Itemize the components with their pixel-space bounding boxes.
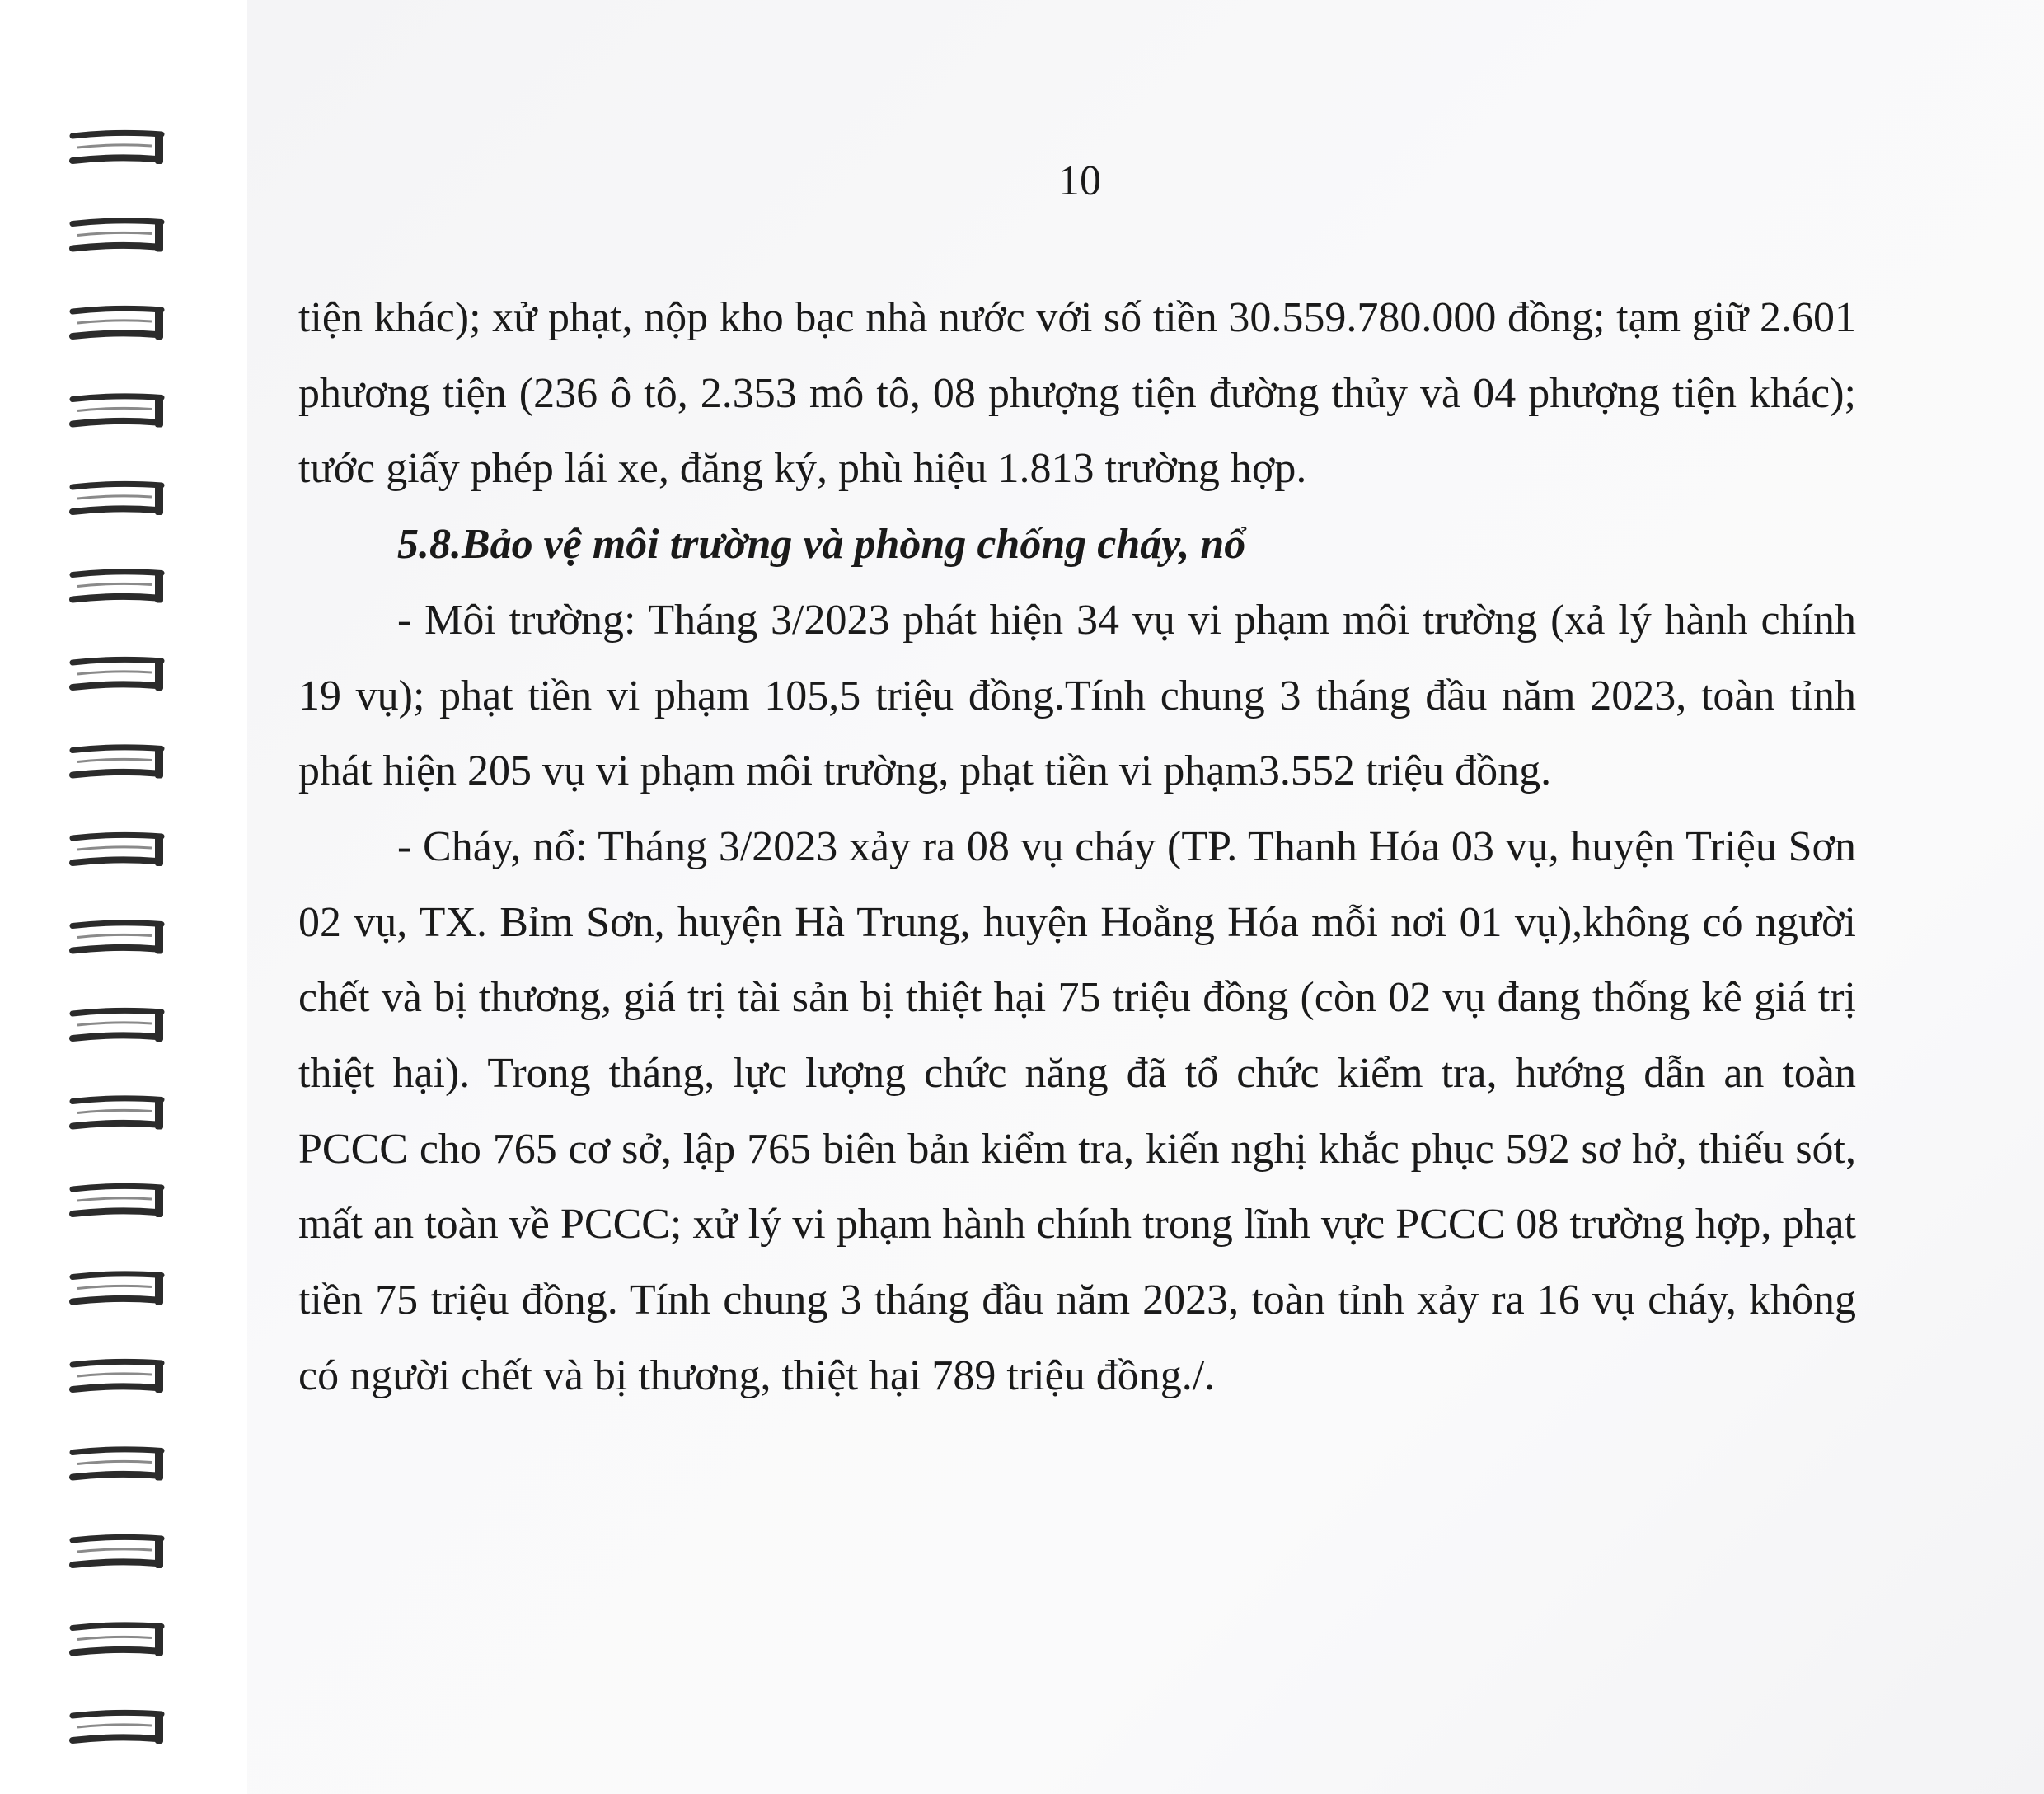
spiral-ring-icon: [73, 659, 163, 691]
spiral-ring-icon: [73, 1361, 163, 1393]
spiral-ring-icon: [73, 1186, 163, 1217]
page-number: 10: [1058, 157, 1101, 204]
spiral-ring-icon: [73, 1450, 163, 1481]
spiral-ring-icon: [73, 1712, 163, 1744]
spiral-ring-icon: [73, 747, 163, 779]
spiral-ring-icon: [73, 221, 163, 252]
section-heading: 5.8.Bảo vệ môi trường và phòng chống cháy, nổ: [397, 521, 1246, 569]
spiral-ring-icon: [73, 308, 163, 340]
spiral-binding: [0, 0, 247, 1794]
spiral-ring-icon: [73, 484, 163, 515]
paragraph-environment: - Môi trường: Tháng 3/2023 phát hiện 34 vụ vi phạm môi trường (xả lý hành chính 19 vụ); phạt tiền vi phạm 105,5 triệu đồng.Tính chung 3 tháng đầu năm 2023, toàn tỉnh phát hiện 205 vụ vi phạm môi trường, phạt tiền vi phạm3.552 triệu đồng.: [298, 596, 1856, 795]
spiral-ring-icon: [73, 1274, 163, 1305]
spiral-ring-icon: [73, 1625, 163, 1656]
spiral-ring-icon: [73, 133, 163, 164]
spiral-ring-icon: [73, 1537, 163, 1568]
spiral-ring-icon: [73, 396, 163, 428]
spiral-ring-icon: [73, 1010, 163, 1042]
spiral-ring-icon: [73, 572, 163, 603]
spiral-ring-icon: [73, 923, 163, 954]
spiral-ring-icon: [73, 835, 163, 866]
document-body: [298, 280, 1856, 1414]
spiral-rings: [0, 0, 247, 1794]
spiral-ring-icon: [73, 1098, 163, 1130]
paragraph-fire: - Cháy, nổ: Tháng 3/2023 xảy ra 08 vụ cháy (TP. Thanh Hóa 03 vụ, huyện Triệu Sơn 02 vụ, TX. Bỉm Sơn, huyện Hà Trung, huyện Hoằng Hóa mỗi nơi 01 vụ),không có người chết và bị thương, giá trị tài sản bị thiệt hại 75 triệu đồng (còn 02 vụ đang thống kê giá trị thiệt hại). Trong tháng, lực lượng chức năng đã tổ chức kiểm tra, hướng dẫn an toàn PCCC cho 765 cơ sở, lập 765 biên bản kiểm tra, kiến nghị khắc phục 592 sơ hở, thiếu sót, mất an toàn về PCCC; xử lý vi phạm hành chính trong lĩnh vực PCCC 08 trường hợp, phạt tiền 75 triệu đồng. Tính chung 3 tháng đầu năm 2023, toàn tỉnh xảy ra 16 vụ cháy, không có người chết và bị thương, thiệt hại 789 triệu đồng./.: [298, 822, 1856, 1399]
paragraph-vehicles: tiện khác); xử phạt, nộp kho bạc nhà nước với số tiền 30.559.780.000 đồng; tạm giữ 2.601 phương tiện (236 ô tô, 2.353 mô tô, 08 phượng tiện đường thủy và 04 phượng tiện khác); tước giấy phép lái xe, đăng ký, phù hiệu 1.813 trường hợp.: [298, 294, 1856, 493]
